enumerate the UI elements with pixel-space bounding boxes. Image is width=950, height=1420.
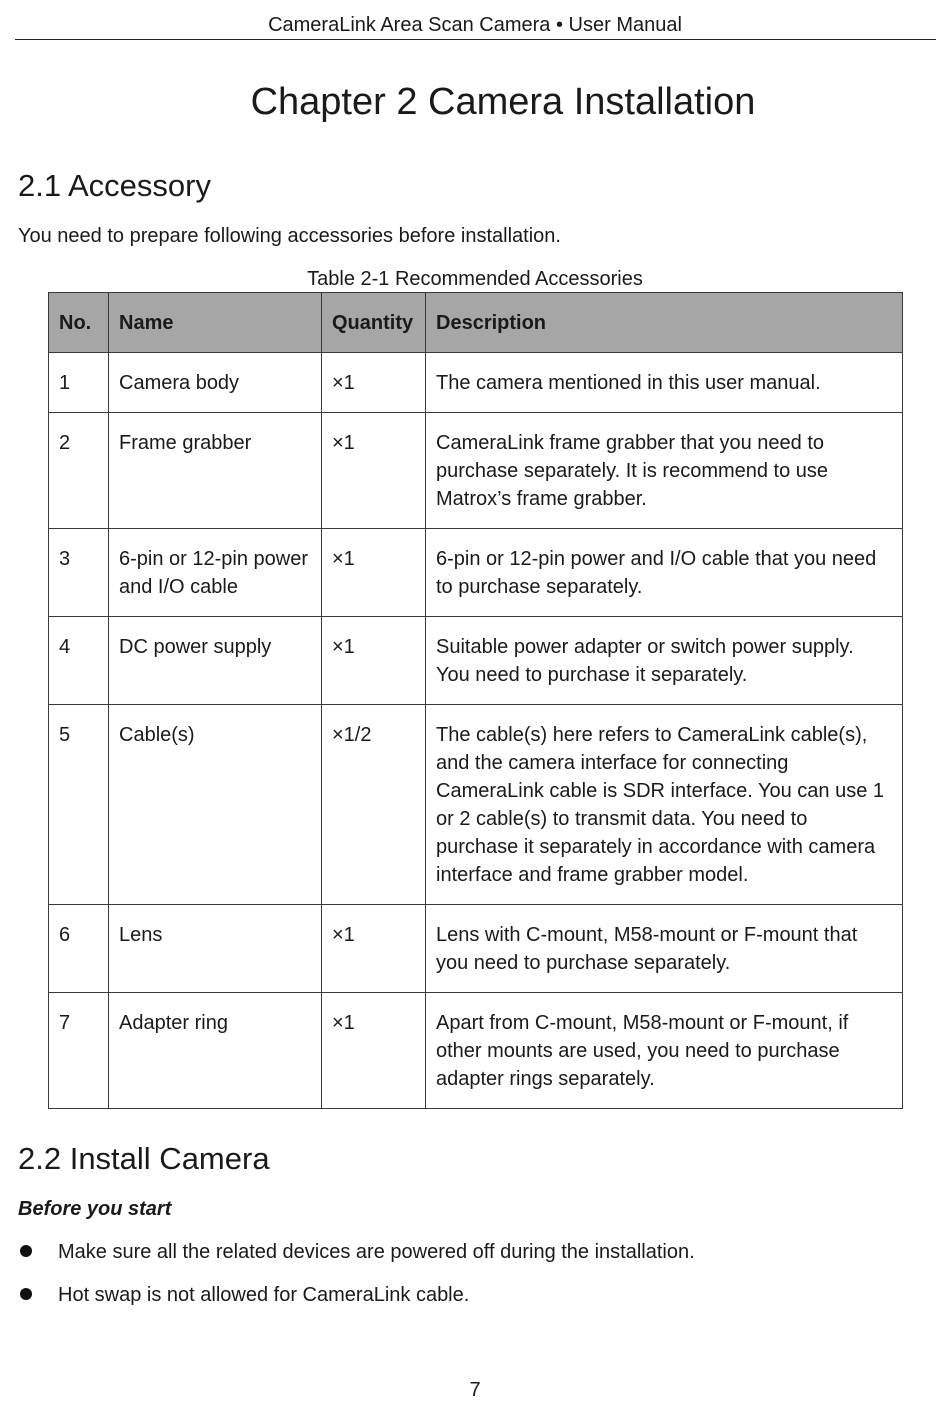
column-header-no: No.: [49, 293, 109, 353]
cell-name: DC power supply: [109, 617, 322, 705]
cell-description: The cable(s) here refers to CameraLink cable(s), and the camera interface for connecting CameraLink cable is SDR interface. You can use 1 or 2 cable(s) to transmit data. You need to purchase it separately in accordance with camera interface and frame grabber model.: [426, 705, 903, 905]
cell-quantity: ×1: [322, 905, 426, 993]
table-row: [49, 905, 903, 993]
chapter-title: Chapter 2 Camera Installation: [250, 81, 756, 123]
section-heading-install-camera: 2.2 Install Camera: [18, 1141, 270, 1176]
running-header: CameraLink Area Scan Camera • User Manual: [268, 14, 682, 36]
column-header-quantity: Quantity: [322, 293, 426, 353]
table-row: [49, 705, 903, 905]
section-heading-accessory: 2.1 Accessory: [18, 168, 211, 203]
table-row: [49, 617, 903, 705]
accessories-table: [48, 292, 903, 1109]
cell-name: Frame grabber: [109, 413, 322, 529]
bullet-text: Hot swap is not allowed for CameraLink cable.: [58, 1284, 470, 1306]
cell-quantity: ×1/2: [322, 705, 426, 905]
cell-name: 6-pin or 12-pin power and I/O cable: [109, 529, 322, 617]
cell-description: The camera mentioned in this user manual.: [426, 353, 903, 413]
cell-description: 6-pin or 12-pin power and I/O cable that you need to purchase separately.: [426, 529, 903, 617]
cell-name: Adapter ring: [109, 993, 322, 1109]
page-number: 7: [469, 1379, 481, 1401]
table-header-row: [49, 293, 903, 353]
table-row: [49, 993, 903, 1109]
cell-quantity: ×1: [322, 353, 426, 413]
column-header-name: Name: [109, 293, 322, 353]
cell-quantity: ×1: [322, 993, 426, 1109]
cell-description: Suitable power adapter or switch power supply. You need to purchase it separately.: [426, 617, 903, 705]
cell-quantity: ×1: [322, 617, 426, 705]
bullet-dot-icon: [20, 1245, 32, 1257]
table-caption: Table 2-1 Recommended Accessories: [307, 268, 643, 290]
cell-description: Apart from C-mount, M58-mount or F-mount, if other mounts are used, you need to purchase adapter rings separately.: [426, 993, 903, 1109]
table-row: [49, 413, 903, 529]
cell-name: Lens: [109, 905, 322, 993]
cell-name: Camera body: [109, 353, 322, 413]
cell-quantity: ×1: [322, 413, 426, 529]
bullet-text: Make sure all the related devices are powered off during the installation.: [58, 1241, 695, 1263]
before-you-start-label: Before you start: [18, 1198, 172, 1220]
cell-description: CameraLink frame grabber that you need to purchase separately. It is recommend to use Matrox’s frame grabber.: [426, 413, 903, 529]
cell-quantity: ×1: [322, 529, 426, 617]
accessory-intro-text: You need to prepare following accessories before installation.: [18, 225, 561, 247]
cell-description: Lens with C-mount, M58-mount or F-mount that you need to purchase separately.: [426, 905, 903, 993]
cell-no: 3: [49, 529, 109, 617]
cell-no: 5: [49, 705, 109, 905]
column-header-description: Description: [426, 293, 903, 353]
cell-no: 7: [49, 993, 109, 1109]
cell-no: 2: [49, 413, 109, 529]
cell-name: Cable(s): [109, 705, 322, 905]
table-row: [49, 353, 903, 413]
cell-no: 4: [49, 617, 109, 705]
cell-no: 6: [49, 905, 109, 993]
header-divider: [15, 39, 936, 40]
cell-no: 1: [49, 353, 109, 413]
table-row: [49, 529, 903, 617]
bullet-dot-icon: [20, 1288, 32, 1300]
